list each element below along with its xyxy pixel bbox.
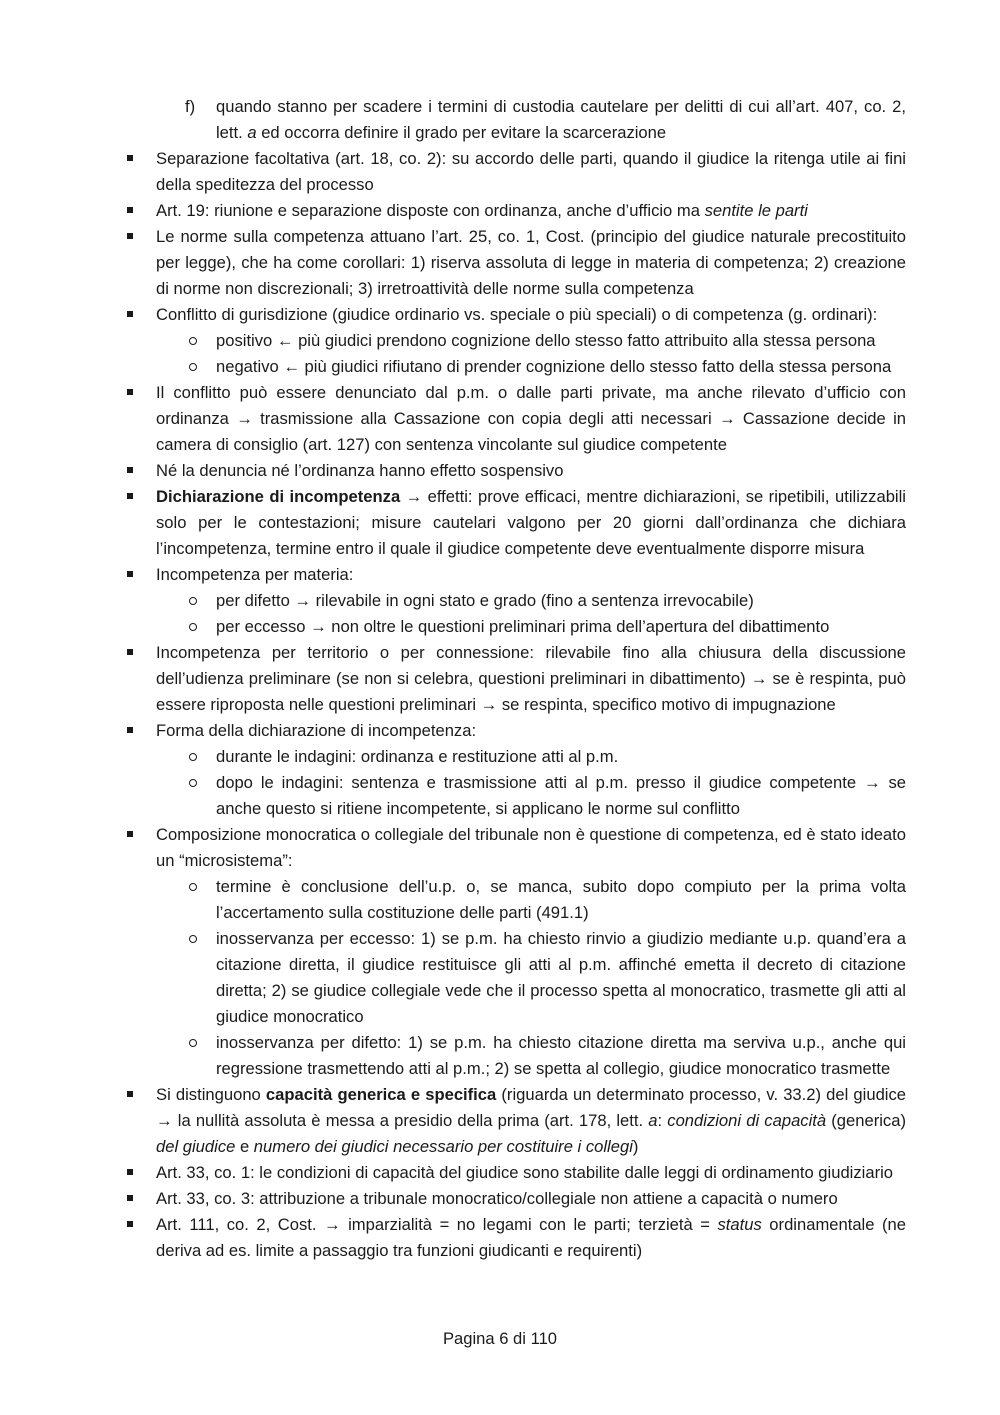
lettered-item [127,94,906,146]
item-text: quando stanno per scadere i termini di custodia cautelare per delitti di cui all’art. 407, co. 2, lett. a ed occorra definire il grado per evitare la scarcerazione [216,97,906,142]
item-text: Né la denuncia né l’ordinanza hanno effetto sospensivo [156,461,564,480]
item-text: durante le indagini: ordinanza e restituzione atti al p.m. [216,747,619,766]
bullet-item [127,822,906,874]
bullet-item [127,484,906,562]
item-text: Si distinguono capacità generica e specifica (riguarda un determinato processo, v. 33.2) del giudice → la nullità assoluta è messa a presidio della prima (art. 178, lett. a: condizioni di capacità (generica) del giudice e numero dei giudici necessario per costituire i collegi) [156,1085,907,1156]
item-text: dopo le indagini: sentenza e trasmissione atti al p.m. presso il giudice competente → se anche questo si ritiene incompetente, si applicano le norme sul conflitto [216,773,906,818]
item-text: Incompetenza per materia: [156,565,354,584]
item-text: Art. 33, co. 1: le condizioni di capacità del giudice sono stabilite dalle leggi di ordinamento giudiziario [156,1163,894,1182]
item-text: per eccesso → non oltre le questioni preliminari prima dell’apertura del dibattimento [216,617,830,636]
bullet-item [127,302,906,328]
item-text: termine è conclusione dell’u.p. o, se manca, subito dopo compiuto per la prima volta l’accertamento sulla costituzione delle parti (491.1) [216,877,906,922]
sub-item [127,354,906,380]
page-footer: Pagina 6 di 110 [442,1329,558,1348]
item-text: Forma della dichiarazione di incompetenza: [156,721,477,740]
item-text: Art. 19: riunione e separazione disposte con ordinanza, anche d’ufficio ma sentite le parti [156,201,808,220]
sub-item [127,926,906,1030]
bullet-item [127,198,906,224]
item-text: positivo ← più giudici prendono cognizione dello stesso fatto attribuito alla stessa persona [216,331,876,350]
item-text: Incompetenza per territorio o per connessione: rilevabile fino alla chiusura della discussione dell’udienza preliminare (se non si celebra, questioni preliminari in dibattimento) → se è respinta, può essere riproposta nelle questioni preliminari → se respinta, specifico motivo di impugnazione [156,643,906,714]
item-text: Il conflitto può essere denunciato dal p.m. o dalle parti private, ma anche rilevato d’ufficio con ordinanza → trasmissione alla Cassazione con copia degli atti necessari → Cassazione decide in camera di consiglio (art. 127) con sentenza vincolante sul giudice competente [156,383,906,454]
sub-item [127,588,906,614]
item-text: Art. 33, co. 3: attribuzione a tribunale monocratico/collegiale non attiene a capacità o numero [156,1189,838,1208]
bullet-item [127,1082,906,1160]
bullet-item [127,458,906,484]
bullet-item [127,562,906,588]
sub-item [127,614,906,640]
document-body [127,94,906,1264]
item-text: Composizione monocratica o collegiale del tribunale non è questione di competenza, ed è stato ideato un “microsistema”: [156,825,906,870]
item-text: inosservanza per eccesso: 1) se p.m. ha chiesto rinvio a giudizio mediante u.p. quand’era a citazione diretta, il giudice restituisce gli atti al p.m. affinché emetta il decreto di citazione diretta; 2) se giudice collegiale vede che il processo spetta al monocratico, trasmette gli atti al giudice monocratico [216,929,906,1026]
bullet-item [127,1186,906,1212]
sub-item [127,874,906,926]
bullet-item [127,380,906,458]
item-text: negativo ← più giudici rifiutano di prender cognizione dello stesso fatto della stessa persona [216,357,892,376]
bullet-item [127,1212,906,1264]
sub-item [127,770,906,822]
bullet-item [127,146,906,198]
bullet-item [127,640,906,718]
bullet-item [127,718,906,744]
item-text: Conflitto di gurisdizione (giudice ordinario vs. speciale o più speciali) o di competenza (g. ordinari): [156,305,878,324]
sub-item [127,1030,906,1082]
bullet-item [127,224,906,302]
item-text: Le norme sulla competenza attuano l’art. 25, co. 1, Cost. (principio del giudice naturale precostituito per legge), che ha come corollari: 1) riserva assoluta di legge in materia di competenza; 2) creazione di norme non discrezionali; 3) irretroattività delle norme sulla competenza [156,227,906,298]
item-text: inosservanza per difetto: 1) se p.m. ha chiesto citazione diretta ma serviva u.p., anche qui regressione trasmettendo atti al p.m.; 2) se spetta al collegio, giudice monocratico trasmette [216,1033,906,1078]
item-text: Dichiarazione di incompetenza → effetti: prove efficaci, mentre dichiarazioni, se ripetibili, utilizzabili solo per le contestazioni; misure cautelari valgono per 20 giorni dall’ordinanza che dichiara l’incompetenza, termine entro il quale il giudice competente deve eventualmente disporre misura [156,487,906,558]
sub-item [127,744,906,770]
item-text: Separazione facoltativa (art. 18, co. 2): su accordo delle parti, quando il giudice la ritenga utile ai fini della speditezza del processo [156,149,906,194]
sub-item [127,328,906,354]
bullet-item [127,1160,906,1186]
item-text: Art. 111, co. 2, Cost. → imparzialità = no legami con le parti; terzietà = status ordinamentale (ne deriva ad es. limite a passaggio tra funzioni giudicanti e requirenti) [156,1215,906,1260]
item-text: per difetto → rilevabile in ogni stato e grado (fino a sentenza irrevocabile) [216,591,754,610]
item-marker: f) [185,97,196,116]
